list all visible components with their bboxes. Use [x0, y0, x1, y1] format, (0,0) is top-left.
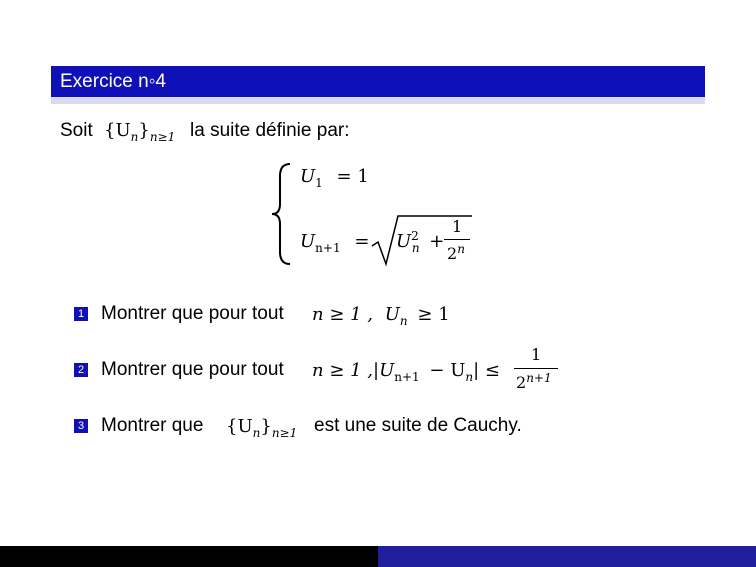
- intro-label: Soit: [60, 120, 93, 141]
- item-2-fraction-numerator: 1: [531, 345, 542, 364]
- frame-title: Exercice n◦4: [60, 71, 167, 92]
- radicand-fraction-denominator: 2$^n$: [447, 242, 465, 263]
- footer-right-bar: [378, 546, 756, 567]
- item-3-sequence: $\{U_n\}_{n\ge 1}$: [226, 416, 298, 440]
- footer-left-bar: [0, 546, 378, 567]
- radicand-fraction-numerator: 1: [452, 217, 463, 236]
- item-number-badge: 3: [74, 419, 88, 433]
- system-brace: [270, 162, 294, 271]
- item-1-text: Montrer que pour tout: [101, 303, 284, 324]
- item-2-text: Montrer que pour tout: [101, 359, 284, 380]
- item-3-text: Montrer que: [101, 415, 204, 436]
- equation-initial: $U_1 = 1$: [300, 166, 369, 190]
- radicand: $U^2_n$ +: [396, 229, 445, 255]
- item-2-fraction-denominator: $2^{n+1}$: [516, 371, 552, 392]
- item-number-badge: 1: [74, 307, 88, 321]
- intro-rest: la suite définie par:: [190, 120, 350, 141]
- item-2-math: n ≥ 1 $,|U_{n+1} - U_n|$ ≤: [312, 360, 500, 384]
- item-1-math: n ≥ 1 , $U_n \ge 1$: [312, 304, 450, 328]
- equation-recurrence-lhs: $U_{n+1}$ =: [300, 231, 370, 255]
- title-bar-shadow: [51, 97, 705, 104]
- item-3-rest: est une suite de Cauchy.: [314, 415, 522, 436]
- item-2-fraction-bar: [514, 368, 558, 369]
- item-number-badge: 2: [74, 363, 88, 377]
- radicand-fraction-bar: [444, 239, 470, 240]
- intro-sequence: $\{U_n\}_{n\ge 1}$: [104, 120, 176, 144]
